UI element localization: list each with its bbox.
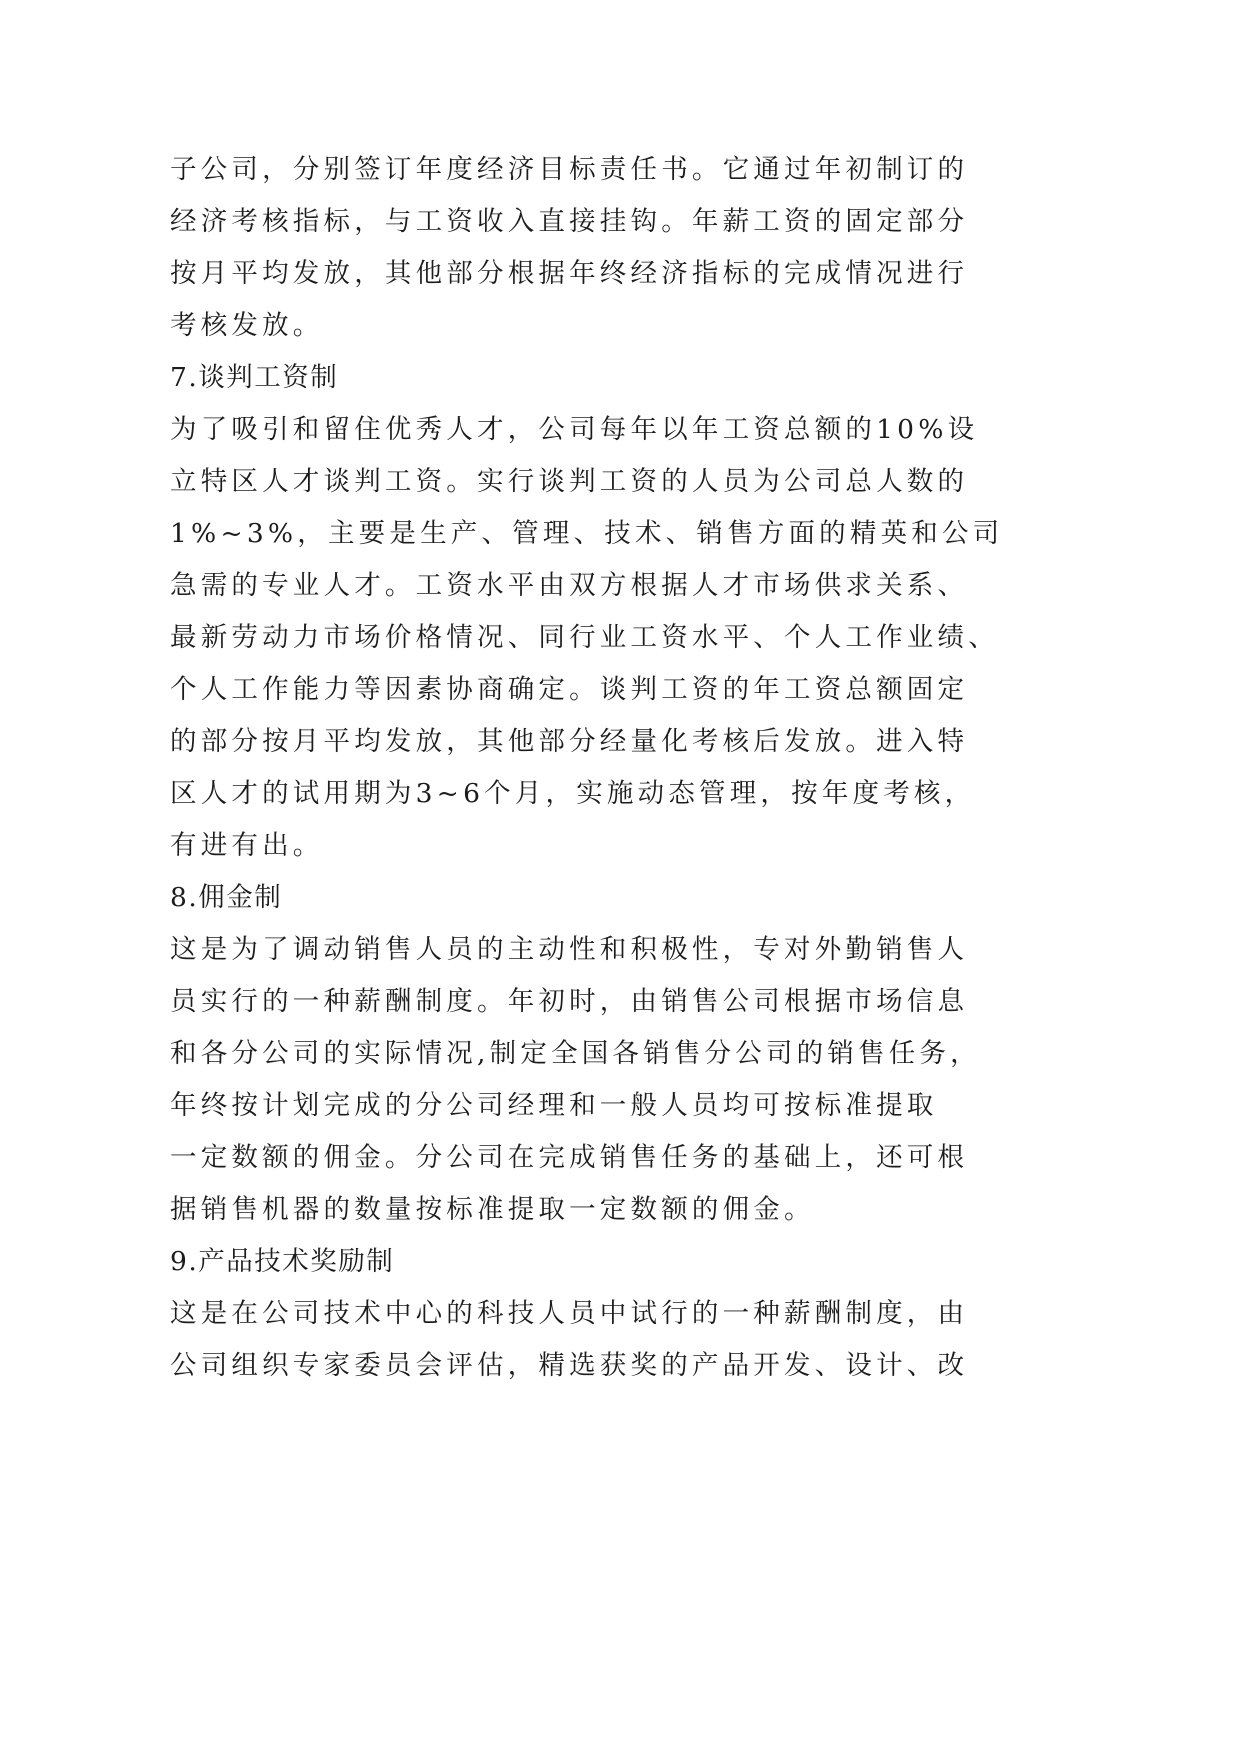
paragraph-line: 个人工作能力等因素协商确定。谈判工资的年工资总额固定 bbox=[170, 674, 969, 705]
paragraph-line: 这是为了调动销售人员的主动性和积极性，专对外勤销售人 bbox=[170, 934, 969, 965]
paragraph-line: 为了吸引和留住优秀人才，公司每年以年工资总额的10%设 bbox=[170, 414, 979, 445]
paragraph-line: 按月平均发放，其他部分根据年终经济指标的完成情况进行 bbox=[170, 258, 969, 289]
paragraph-line: 据销售机器的数量按标准提取一定数额的佣金。 bbox=[170, 1194, 815, 1225]
paragraph-line: 1%~3%，主要是生产、管理、技术、销售方面的精英和公司 bbox=[170, 518, 1004, 549]
paragraph-line: 最新劳动力市场价格情况、同行业工资水平、个人工作业绩、 bbox=[170, 622, 999, 653]
paragraph-line: 立特区人才谈判工资。实行谈判工资的人员为公司总人数的 bbox=[170, 466, 969, 497]
section-heading-7: 7.谈判工资制 bbox=[170, 362, 339, 393]
paragraph-line: 年终按计划完成的分公司经理和一般人员均可按标准提取 bbox=[170, 1090, 938, 1121]
paragraph-line: 子公司，分别签订年度经济目标责任书。它通过年初制订的 bbox=[170, 154, 969, 185]
paragraph-line: 一定数额的佣金。分公司在完成销售任务的基础上，还可根 bbox=[170, 1142, 969, 1173]
paragraph-line: 经济考核指标，与工资收入直接挂钩。年薪工资的固定部分 bbox=[170, 206, 969, 237]
paragraph-line: 急需的专业人才。工资水平由双方根据人才市场供求关系、 bbox=[170, 570, 969, 601]
paragraph-line: 区人才的试用期为3~6个月，实施动态管理，按年度考核， bbox=[170, 778, 976, 809]
paragraph-line: 员实行的一种薪酬制度。年初时，由销售公司根据市场信息 bbox=[170, 986, 969, 1017]
paragraph-line: 公司组织专家委员会评估，精选获奖的产品开发、设计、改 bbox=[170, 1350, 969, 1381]
section-heading-9: 9.产品技术奖励制 bbox=[170, 1246, 395, 1277]
paragraph-line: 考核发放。 bbox=[170, 310, 324, 341]
paragraph-line: 的部分按月平均发放，其他部分经量化考核后发放。进入特 bbox=[170, 726, 969, 757]
section-heading-8: 8.佣金制 bbox=[170, 882, 283, 913]
paragraph-line: 这是在公司技术中心的科技人员中试行的一种薪酬制度，由 bbox=[170, 1298, 969, 1329]
paragraph-line: 和各分公司的实际情况,制定全国各销售分公司的销售任务， bbox=[170, 1038, 981, 1069]
paragraph-line: 有进有出。 bbox=[170, 830, 324, 861]
document-body bbox=[170, 144, 1004, 1392]
